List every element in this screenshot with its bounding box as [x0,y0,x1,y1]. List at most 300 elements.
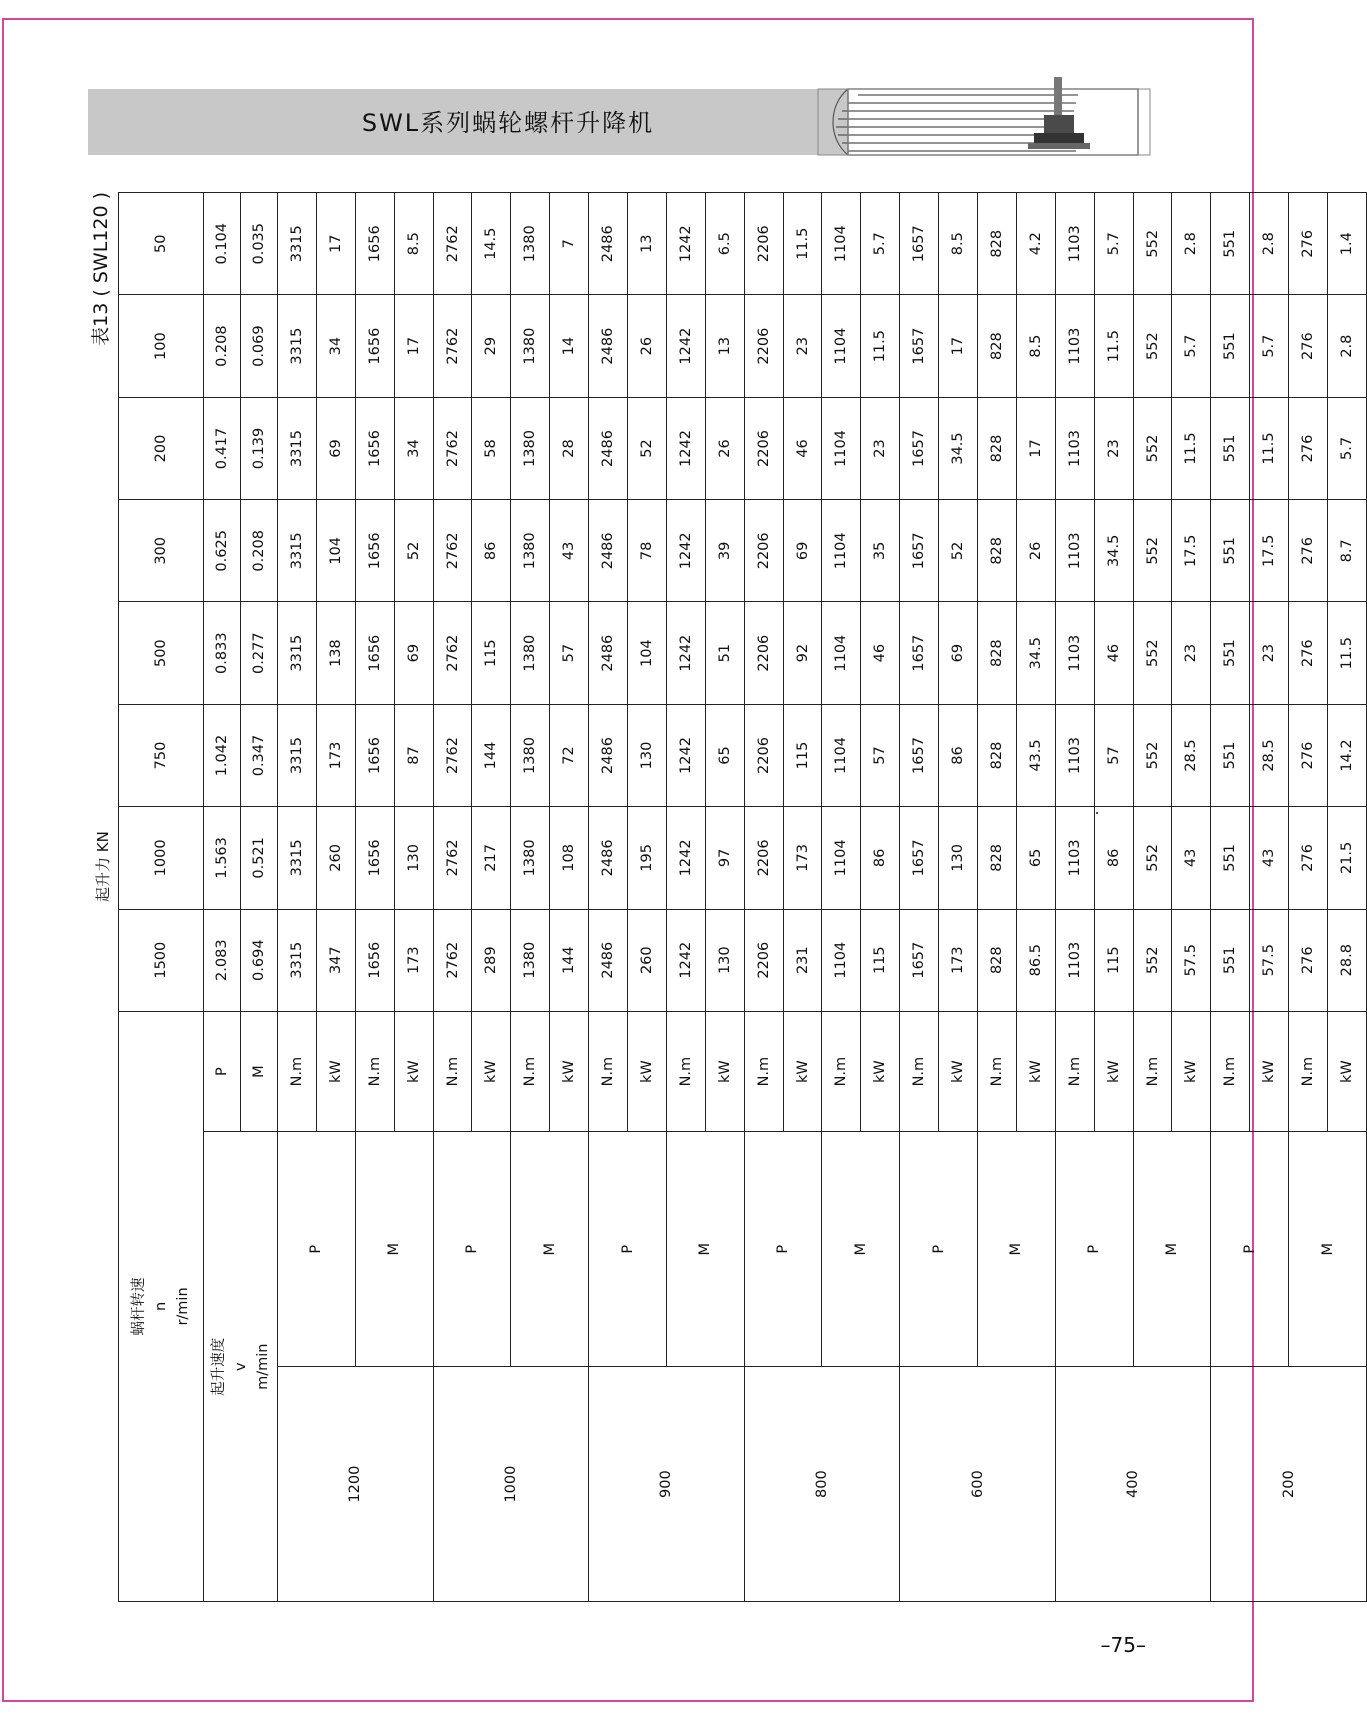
data-cell: 130 [394,807,433,909]
data-cell: 87 [394,704,433,806]
table-caption: 表13 ( SWL120 ) [90,192,112,346]
data-cell: 2206 [744,909,783,1011]
data-cell: 276 [1289,397,1328,499]
data-cell: 2762 [433,807,472,909]
data-cell: 551 [1211,397,1250,499]
data-cell: 2486 [589,704,628,806]
data-cell: 26 [705,397,744,499]
data-cell: 1380 [511,193,550,295]
data-cell: 1657 [900,397,939,499]
data-cell: 52 [628,397,667,499]
data-cell: 1656 [355,295,394,397]
lift-speed-value: 0.035 [241,193,278,295]
spec-table-body [119,193,1367,1602]
unit-header: kW [861,1011,900,1132]
lift-speed-value: 1.042 [204,704,241,806]
data-cell: 3315 [278,704,317,806]
data-cell: 551 [1211,807,1250,909]
data-cell: 28.5 [1172,704,1211,806]
data-cell: 1103 [1055,602,1094,704]
data-cell: 551 [1211,704,1250,806]
data-cell: 28 [550,397,589,499]
data-cell: 5.7 [1172,295,1211,397]
data-cell: 17 [394,295,433,397]
header-banner [88,89,1150,155]
worm-speed-value: 1000 [119,807,204,909]
data-cell: 1104 [822,500,861,602]
worm-speed-value: 300 [119,500,204,602]
unit-header: N.m [1211,1011,1250,1132]
data-cell: 6.5 [705,193,744,295]
data-cell: 2206 [744,295,783,397]
data-cell: 2206 [744,807,783,909]
data-cell: 23 [783,295,822,397]
data-cell: 552 [1133,193,1172,295]
worm-speed-label: 蜗杆转速 [131,1277,147,1336]
data-cell: 552 [1133,602,1172,704]
data-cell: 28.8 [1328,909,1367,1011]
data-cell: 276 [1289,909,1328,1011]
worm-speed-value: 1500 [119,909,204,1011]
pm-header: M [511,1132,589,1367]
page-number: –75– [1100,1633,1146,1657]
data-cell: 34.5 [939,397,978,499]
load-header: 400 [1055,1367,1211,1602]
data-cell: 130 [705,909,744,1011]
pm-header: P [744,1132,822,1367]
lift-speed-value: 0.417 [204,397,241,499]
data-cell: 828 [978,193,1017,295]
data-cell: 69 [316,397,355,499]
worm-speed-symbol: n [153,1301,169,1312]
load-header: 1200 [278,1367,434,1602]
data-cell: 43.5 [1016,704,1055,806]
data-cell: 4.2 [1016,193,1055,295]
data-cell: 1104 [822,704,861,806]
lift-speed-label: 起升速度 [210,1337,227,1396]
unit-header: N.m [1289,1011,1328,1132]
data-cell: 1657 [900,807,939,909]
data-cell: 5.7 [1328,397,1367,499]
data-cell: 1656 [355,909,394,1011]
data-cell: 144 [472,704,511,806]
lift-speed-value: 0.208 [204,295,241,397]
data-cell: 2486 [589,807,628,909]
unit-header: kW [1328,1011,1367,1132]
unit-header: N.m [666,1011,705,1132]
data-cell: 78 [628,500,667,602]
pm-header: P [589,1132,667,1367]
data-cell: 69 [939,602,978,704]
data-cell: 57 [861,704,900,806]
data-cell: 65 [705,704,744,806]
data-cell: 195 [628,807,667,909]
data-cell: 13 [705,295,744,397]
data-cell: 34 [394,397,433,499]
data-cell: 1656 [355,500,394,602]
data-cell: 1104 [822,602,861,704]
pm-header: P [1211,1132,1289,1367]
data-cell: 39 [705,500,744,602]
data-cell: 551 [1211,909,1250,1011]
data-cell: 2486 [589,193,628,295]
data-cell: 173 [394,909,433,1011]
data-cell: 3315 [278,909,317,1011]
data-cell: 276 [1289,500,1328,602]
data-cell: 21.5 [1328,807,1367,909]
worm-speed-value: 750 [119,704,204,806]
data-cell: 17 [1016,397,1055,499]
data-cell: 1103 [1055,704,1094,806]
data-cell: 2762 [433,295,472,397]
data-cell: 72 [550,704,589,806]
data-cell: 3315 [278,807,317,909]
data-cell: 551 [1211,500,1250,602]
data-cell: 57.5 [1172,909,1211,1011]
data-cell: 2762 [433,909,472,1011]
lift-speed-value: 0.277 [241,602,278,704]
data-cell: 57 [550,602,589,704]
data-cell: 173 [316,704,355,806]
data-cell: 1242 [666,704,705,806]
data-cell: 1656 [355,397,394,499]
lift-speed-value: 2.083 [204,909,241,1011]
data-cell: 828 [978,704,1017,806]
data-cell: 69 [783,500,822,602]
lift-speed-sub-p: P [204,1011,241,1132]
data-cell: 552 [1133,807,1172,909]
data-cell: 231 [783,909,822,1011]
data-cell: 551 [1211,602,1250,704]
data-cell: 5.7 [1094,193,1133,295]
data-cell: 2.8 [1172,193,1211,295]
data-cell: 2206 [744,397,783,499]
pm-header: P [900,1132,978,1367]
data-cell: 276 [1289,807,1328,909]
data-cell: 115 [783,704,822,806]
data-cell: 46 [783,397,822,499]
data-cell: 52 [394,500,433,602]
screw-jack-logo-icon [818,89,1150,155]
data-cell: 46 [861,602,900,704]
data-cell: 1104 [822,193,861,295]
data-cell: 115 [861,909,900,1011]
lift-speed-value: 0.208 [241,500,278,602]
pm-header: M [355,1132,433,1367]
unit-header: kW [550,1011,589,1132]
data-cell: 173 [939,909,978,1011]
data-cell: 276 [1289,193,1328,295]
data-cell: 1103 [1055,193,1094,295]
data-cell: 23 [1172,602,1211,704]
lift-speed-value: 0.694 [241,909,278,1011]
data-cell: 1242 [666,193,705,295]
data-cell: 14 [550,295,589,397]
data-cell: 2762 [433,602,472,704]
data-cell: 1242 [666,602,705,704]
data-cell: 69 [394,602,433,704]
data-cell: 130 [628,704,667,806]
data-cell: 276 [1289,295,1328,397]
data-cell: 1104 [822,807,861,909]
data-cell: 11.5 [783,193,822,295]
data-cell: 1656 [355,602,394,704]
data-cell: 276 [1289,602,1328,704]
data-cell: 2762 [433,193,472,295]
data-cell: 58 [472,397,511,499]
worm-speed-value: 100 [119,295,204,397]
data-cell: 276 [1289,704,1328,806]
lift-speed-value: 0.625 [204,500,241,602]
load-header: 1000 [433,1367,589,1602]
data-cell: 173 [783,807,822,909]
data-cell: 17.5 [1172,500,1211,602]
data-cell: 1103 [1055,397,1094,499]
data-cell: 3315 [278,602,317,704]
pm-header: M [978,1132,1056,1367]
data-cell: 8.5 [1016,295,1055,397]
data-cell: 1.4 [1328,193,1367,295]
force-label: 起升力 KN [94,831,112,902]
data-cell: 1242 [666,807,705,909]
data-cell: 8.5 [394,193,433,295]
data-cell: 13 [628,193,667,295]
data-cell: 3315 [278,295,317,397]
data-cell: 1657 [900,500,939,602]
data-cell: 17.5 [1250,500,1289,602]
data-cell: 28.5 [1250,704,1289,806]
unit-header: kW [394,1011,433,1132]
data-cell: 1380 [511,807,550,909]
data-cell: 14.5 [472,193,511,295]
data-cell: 2762 [433,397,472,499]
data-cell: 2206 [744,704,783,806]
unit-header: N.m [978,1011,1017,1132]
data-cell: 2486 [589,397,628,499]
data-cell: 2762 [433,500,472,602]
data-cell: 144 [550,909,589,1011]
data-cell: 1103 [1055,807,1094,909]
unit-header: N.m [355,1011,394,1132]
unit-header: N.m [589,1011,628,1132]
lift-speed-unit: m/min [254,1343,271,1390]
data-cell: 3315 [278,500,317,602]
data-cell: 1380 [511,500,550,602]
unit-header: N.m [433,1011,472,1132]
data-cell: 57.5 [1250,909,1289,1011]
data-cell: 828 [978,397,1017,499]
data-cell: 86 [472,500,511,602]
data-cell: 828 [978,602,1017,704]
unit-header: kW [939,1011,978,1132]
unit-header: N.m [511,1011,550,1132]
data-cell: 1657 [900,909,939,1011]
data-cell: 1656 [355,704,394,806]
worm-speed-unit: r/min [175,1287,191,1326]
data-cell: 2206 [744,500,783,602]
data-cell: 1380 [511,295,550,397]
data-cell: 2.8 [1250,193,1289,295]
unit-header: kW [1016,1011,1055,1132]
data-cell: 7 [550,193,589,295]
data-cell: 11.5 [1250,397,1289,499]
data-cell: 34.5 [1094,500,1133,602]
data-cell: 51 [705,602,744,704]
data-cell: 217 [472,807,511,909]
unit-header: N.m [1133,1011,1172,1132]
data-cell: 552 [1133,295,1172,397]
lift-speed-value: 0.833 [204,602,241,704]
data-cell: 35 [861,500,900,602]
data-cell: 1380 [511,602,550,704]
load-header: 900 [589,1367,745,1602]
data-cell: 86 [939,704,978,806]
data-cell: 11.5 [861,295,900,397]
data-cell: 2206 [744,602,783,704]
spec-table-rotated [84,192,1355,1602]
data-cell: 86.5 [1016,909,1055,1011]
data-cell: 104 [628,602,667,704]
pm-header: P [278,1132,356,1367]
pm-header: P [1055,1132,1133,1367]
data-cell: 14.2 [1328,704,1367,806]
unit-header: N.m [822,1011,861,1132]
data-cell: 3315 [278,397,317,499]
data-cell: 552 [1133,909,1172,1011]
data-cell: 2486 [589,602,628,704]
lift-speed-value: 0.104 [204,193,241,295]
data-cell: 2486 [589,909,628,1011]
data-cell: 552 [1133,500,1172,602]
data-cell: 2206 [744,193,783,295]
data-cell: 43 [550,500,589,602]
data-cell: 1657 [900,704,939,806]
unit-header: kW [472,1011,511,1132]
data-cell: 1104 [822,397,861,499]
data-cell: 2486 [589,500,628,602]
data-cell: 1104 [822,909,861,1011]
unit-header: kW [316,1011,355,1132]
data-cell: 551 [1211,295,1250,397]
lift-speed-symbol: v [232,1362,249,1371]
unit-header: kW [1094,1011,1133,1132]
data-cell: 52 [939,500,978,602]
data-cell: 552 [1133,397,1172,499]
data-cell: 347 [316,909,355,1011]
data-cell: 260 [628,909,667,1011]
data-cell: 130 [939,807,978,909]
worm-speed-value: 50 [119,193,204,295]
lift-speed-value: 0.139 [241,397,278,499]
data-cell: 1103 [1055,295,1094,397]
data-cell: 1242 [666,397,705,499]
data-cell: 828 [978,807,1017,909]
load-header: 200 [1211,1367,1367,1602]
data-cell: 17 [316,193,355,295]
data-cell: 1103 [1055,909,1094,1011]
data-cell: 1242 [666,500,705,602]
data-cell: 1242 [666,909,705,1011]
data-cell: 1656 [355,807,394,909]
unit-header: kW [628,1011,667,1132]
page-title: SWL系列蜗轮螺杆升降机 [361,109,655,137]
unit-header: kW [705,1011,744,1132]
data-cell: 551 [1211,193,1250,295]
data-cell: 11.5 [1328,602,1367,704]
data-cell: 828 [978,909,1017,1011]
data-cell: 1657 [900,602,939,704]
unit-header: kW [1172,1011,1211,1132]
unit-header: N.m [1055,1011,1094,1132]
data-cell: 1657 [900,295,939,397]
lift-speed-sub-m: M [241,1011,278,1132]
data-cell: 23 [1250,602,1289,704]
spec-table [118,192,1367,1602]
data-cell: 5.7 [861,193,900,295]
unit-header: N.m [744,1011,783,1132]
data-cell: 26 [628,295,667,397]
data-cell: 260 [316,807,355,909]
data-cell: 23 [1094,397,1133,499]
data-cell: 57 [1094,704,1133,806]
unit-header: kW [783,1011,822,1132]
data-cell: 5.7 [1250,295,1289,397]
data-cell: 8.5 [939,193,978,295]
unit-header: kW [1250,1011,1289,1132]
data-cell: 138 [316,602,355,704]
data-cell: 1104 [822,295,861,397]
data-cell: 289 [472,909,511,1011]
lift-speed-value: 0.069 [241,295,278,397]
worm-speed-value: 500 [119,602,204,704]
data-cell: 17 [939,295,978,397]
pm-header: M [666,1132,744,1367]
data-cell: 43 [1172,807,1211,909]
unit-header: N.m [278,1011,317,1132]
data-cell: 115 [472,602,511,704]
worm-speed-header [119,1011,204,1601]
data-cell: 43 [1250,807,1289,909]
data-cell: 552 [1133,704,1172,806]
data-cell: 828 [978,500,1017,602]
data-cell: 97 [705,807,744,909]
data-cell: 34 [316,295,355,397]
data-cell: 34.5 [1016,602,1055,704]
data-cell: 2.8 [1328,295,1367,397]
data-cell: 2486 [589,295,628,397]
lift-speed-value: 1.563 [204,807,241,909]
pm-header: M [1289,1132,1367,1367]
data-cell: 26 [1016,500,1055,602]
data-cell: 1103 [1055,500,1094,602]
load-header: 600 [900,1367,1056,1602]
data-cell: 86 [861,807,900,909]
load-header: 800 [744,1367,900,1602]
data-cell: 1380 [511,704,550,806]
data-cell: 1242 [666,295,705,397]
pm-header: P [433,1132,511,1367]
data-cell: 46 [1094,602,1133,704]
pm-header: M [1133,1132,1211,1367]
lift-speed-header [204,1132,278,1602]
data-cell: 29 [472,295,511,397]
unit-header: N.m [900,1011,939,1132]
pm-header: M [822,1132,900,1367]
lift-speed-value: 0.347 [241,704,278,806]
data-cell: 65 [1016,807,1055,909]
data-cell: 8.7 [1328,500,1367,602]
data-cell: 1380 [511,909,550,1011]
